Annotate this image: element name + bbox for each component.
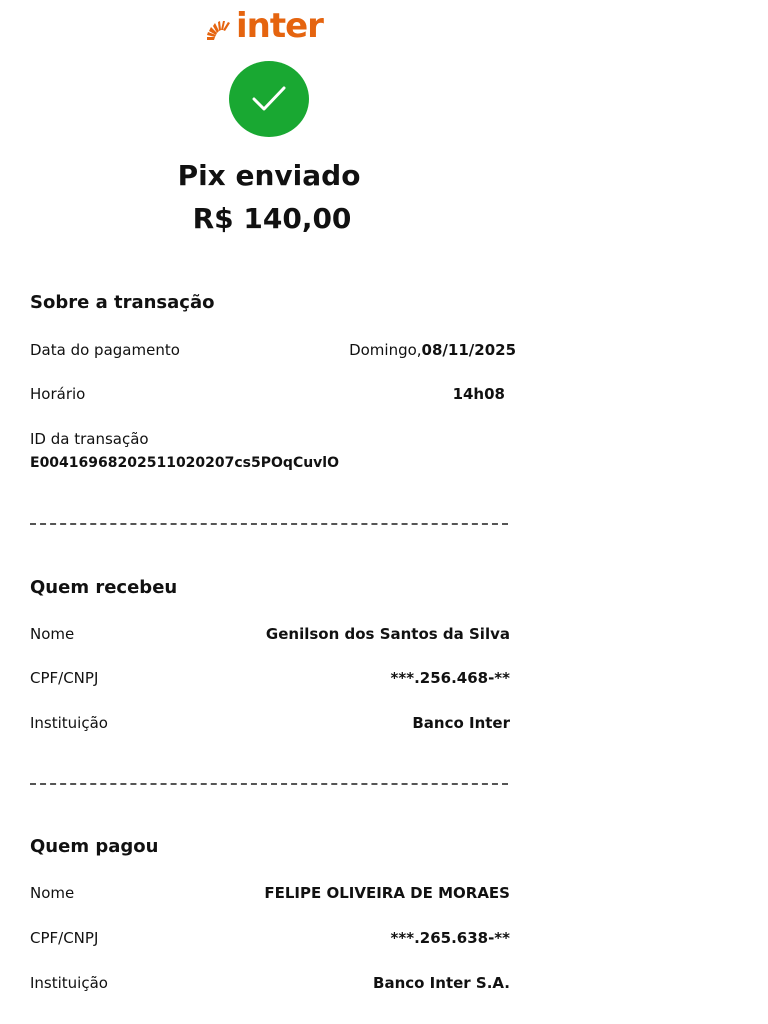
receiver-section-heading: Quem recebeu [30, 577, 178, 598]
payment-date: 08/11/2025 [421, 341, 516, 359]
payment-time-value: 14h08 [452, 385, 505, 403]
payer-institution-value: Banco Inter S.A. [373, 974, 510, 992]
payer-institution-row [30, 972, 510, 994]
receiver-name-label: Nome [30, 625, 75, 643]
payment-time-label: Horário [30, 385, 86, 403]
payer-document-value: ***.265.638-** [390, 929, 510, 947]
transfer-amount: R$ 140,00 [192, 202, 352, 235]
payer-name-value: FELIPE OLIVEIRA DE MORAES [264, 884, 510, 902]
check-icon [251, 85, 287, 113]
status-title: Pix enviado [177, 159, 361, 192]
section-divider [30, 523, 508, 525]
payer-document-label: CPF/CNPJ [30, 929, 99, 947]
inter-logo [206, 6, 323, 46]
transaction-id-label: ID da transação [30, 430, 149, 448]
payer-name-row [30, 882, 510, 904]
payer-section-heading: Quem pagou [30, 836, 159, 857]
payment-weekday: Domingo, [349, 341, 422, 359]
transaction-section-heading: Sobre a transação [30, 292, 215, 313]
sunburst-logo-icon [206, 15, 232, 41]
receiver-institution-value: Banco Inter [412, 714, 510, 732]
success-badge [229, 61, 309, 137]
receiver-name-value: Genilson dos Santos da Silva [265, 625, 510, 643]
receiver-document-label: CPF/CNPJ [30, 669, 99, 687]
receiver-institution-row [30, 712, 510, 734]
transaction-id-value: E00416968202511020207cs5POqCuvlO [30, 455, 340, 471]
brand-name: inter [236, 6, 323, 46]
receiver-name-row [30, 623, 510, 645]
receiver-institution-label: Instituição [30, 714, 108, 732]
section-divider [30, 783, 508, 785]
payer-name-label: Nome [30, 884, 75, 902]
payer-document-row [30, 927, 510, 949]
payment-date-value [349, 339, 516, 361]
receiver-document-row [30, 667, 510, 689]
payer-institution-label: Instituição [30, 974, 108, 992]
payment-date-row [30, 339, 516, 361]
payment-date-label: Data do pagamento [30, 341, 180, 359]
payment-time-row [30, 383, 505, 405]
receiver-document-value: ***.256.468-** [390, 669, 510, 687]
